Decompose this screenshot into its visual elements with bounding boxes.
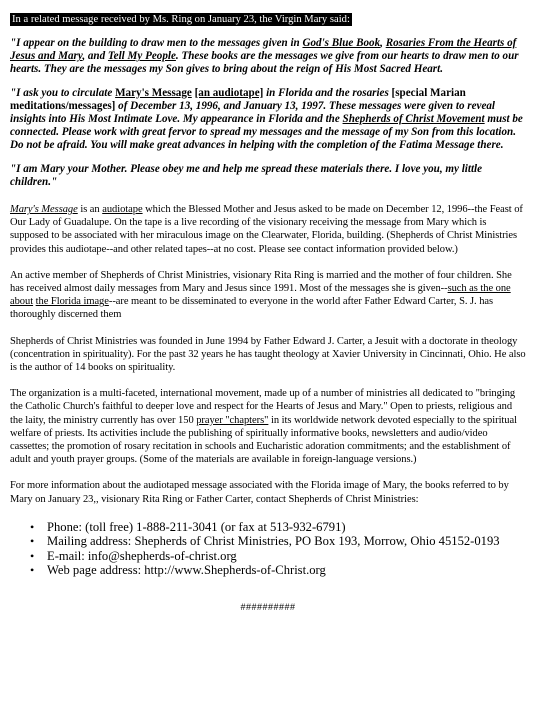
bullet-icon: • — [30, 519, 35, 534]
quote-2-bracket-note: [special Marian meditations/messages] — [10, 86, 466, 112]
para-2-text-a: An active member of Shepherds of Christ Ministries, visionary Rita Ring is married and the mother of four children. She has received almost daily messages from Mary and Jesus since 1991. Most of the messages she is given-- — [10, 269, 512, 295]
paragraph-founding: Shepherds of Christ Ministries was founded in June 1994 by Father Edward J. Carter, a Jesuit with a doctorate in theology (concentration in spirituality). For the past 32 years he has taught theology at Xavier University in Cincinnati, Ohio. He also is the author of 14 books on spirituality. — [10, 335, 526, 374]
link-prayer-chapters[interactable]: prayer "chapters" — [196, 414, 269, 426]
intro-highlight: In a related message received by Ms. Ring on January 23, the Virgin Mary said: — [12, 14, 350, 25]
paragraph-organization — [10, 387, 526, 466]
end-mark: ########## — [240, 601, 296, 612]
quote-1-text-a: "I appear on the building to draw men to the messages given in — [10, 37, 303, 49]
bullet-icon: • — [30, 548, 35, 563]
quote-1 — [10, 37, 526, 77]
contact-list — [10, 520, 526, 578]
link-gods-blue-book[interactable]: God's Blue Book — [302, 37, 381, 49]
quote-2-text-c: in Florida and the rosaries — [263, 86, 392, 99]
paragraph-visionary — [10, 269, 526, 322]
bullet-icon: • — [30, 534, 35, 549]
phone-text: Phone: (toll free) 1-888-211-3041 (or fax at 513-932-6791) — [47, 519, 346, 534]
mailing-text: Mailing address: Shepherds of Christ Ministries, PO Box 193, Morrow, Ohio 45152-0193 — [47, 534, 500, 549]
paragraph-more-info: For more information about the audiotaped message associated with the Florida image of Mary, the books referred to by Mary on January 23,, visionary Rita Ring or Father Carter, contact Shepherds of Christ Ministries: — [10, 480, 509, 505]
intro-line — [10, 9, 526, 27]
para-4-text-b: in its worldwide network devoted especially to the spiritual welfare of priests. Its activities include the publishing of spiritually informative books, newsletters and audio/video cassettes; the promotion of rosary recitation in schools and Eucharistic adoration commitments; and the establishment of adult and youth prayer groups. (Some of the materials are available in foreign-language versions.) — [10, 414, 517, 466]
para-4-text-a: The organization is a multi-faceted, international movement, made up of a number of ministries all dedicated to "bringing the Catholic Church's faithful to deeper love and respect for the Hearts of Jesus and Mary." Open to priests, religious and the laity, the ministry currently has over 150 — [10, 388, 516, 426]
contact-email — [30, 549, 526, 563]
quote-2 — [10, 87, 526, 153]
link-shepherds-movement[interactable]: Shepherds of Christ Movement — [342, 113, 485, 126]
link-marys-message[interactable]: Mary's Message — [115, 86, 192, 99]
quote-1-text-c: , and — [82, 50, 108, 63]
quote-1-text-b: , — [380, 37, 386, 49]
link-florida-image[interactable]: the Florida image — [35, 296, 109, 308]
link-audiotape-bracket[interactable]: [an audiotape] — [194, 86, 264, 99]
contact-web — [30, 563, 526, 577]
link-rosaries-book[interactable]: Rosaries From the Hearts of Jesus and Mary — [10, 37, 517, 63]
para-1-text-a: is an — [77, 204, 103, 216]
email-link[interactable]: E-mail: info@shepherds-of-christ.org — [47, 548, 237, 563]
paragraph-audiotape — [10, 203, 526, 256]
contact-phone — [30, 520, 526, 534]
quote-2-text-a: "I ask you to circulate — [10, 86, 116, 99]
para-1-text-b: which the Blessed Mother and Jesus asked to be made on December 12, 1996--the Feast of Our Lady of Guadalupe. On the tape is a live recording of the visionary receiving the message from Mary which is supposed to be associated with her miraculous image on the Clearwater, Florida, building. (Shepherds of Christ Ministries provides this audiotape--and other related tapes--at no cost. Please see contact information provided below.) — [10, 204, 523, 255]
para-2-text-c: --are meant to be disseminated to everyone in the world after Father Edward Carter, S. J. has thoroughly discerned them — [10, 296, 494, 321]
web-link[interactable]: Web page address: http://www.Shepherds-of-Christ.org — [47, 563, 326, 578]
link-such-as[interactable]: such as the one about — [10, 283, 511, 308]
link-marys-message-2[interactable]: Mary's Message — [10, 204, 78, 216]
link-audiotape[interactable]: audiotape — [102, 204, 143, 216]
quote-3: "I am Mary your Mother. Please obey me and help me spread these materials there. I love you, my little children." — [10, 162, 483, 188]
link-tell-my-people[interactable]: Tell My People — [107, 50, 176, 63]
document-page — [10, 9, 526, 612]
quote-2-text-d: of December 13, 1996, and January 13, 1997. These messages were given to reveal insights into His Most Intimate Love. My appearance in Florida and the — [10, 99, 495, 126]
contact-mailing — [30, 534, 526, 548]
quote-2-text-e: must be connected. Please work with great fervor to spread my messages and the message of my Son from this location. Do not be afraid. You will make great advances in helping with the completion of the Fatima Message there. — [10, 113, 523, 152]
bullet-icon: • — [30, 563, 35, 578]
quote-1-text-d: . These books are the messages we give from our hearts to draw men to our hearts. They are the messages my Son gives to bring about the reign of His Most Sacred Heart. — [10, 50, 519, 76]
